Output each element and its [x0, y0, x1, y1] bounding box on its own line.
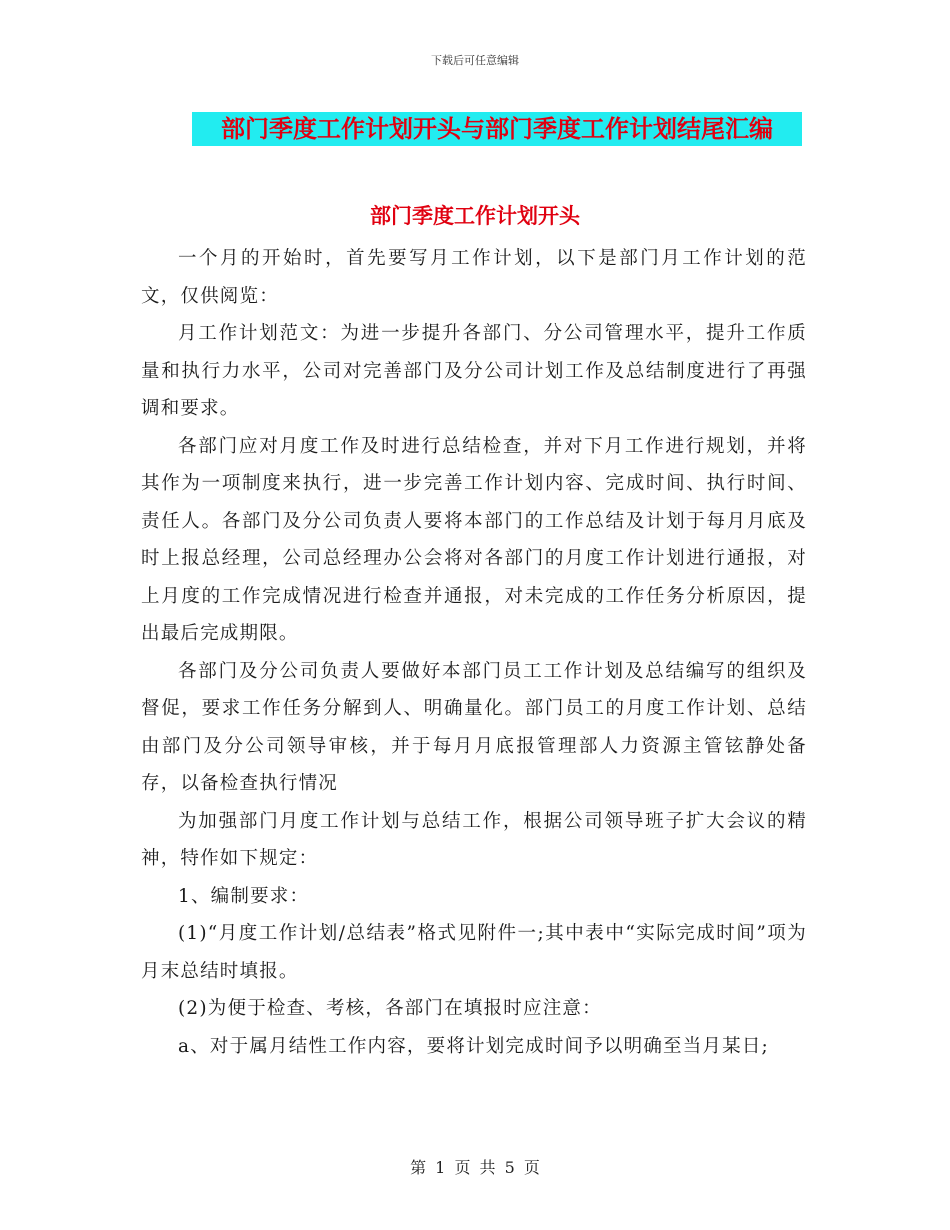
paragraph: 为加强部门月度工作计划与总结工作，根据公司领导班子扩大会议的精神，特作如下规定：: [141, 810, 807, 869]
paragraph: 1、编制要求：: [178, 885, 310, 907]
paragraph: a、对于属月结性工作内容，要将计划完成时间予以明确至当月某日;: [178, 1035, 769, 1057]
section-title: 部门季度工作计划开头: [370, 203, 580, 228]
document-title: 部门季度工作计划开头与部门季度工作计划结尾汇编: [192, 112, 802, 146]
page-number-footer: 第 1 页 共 5 页: [410, 1158, 540, 1177]
paragraph: 一个月的开始时，首先要写月工作计划，以下是部门月工作计划的范文，仅供阅览：: [141, 248, 807, 307]
paragraph: 月工作计划范文：为进一步提升各部门、分公司管理水平，提升工作质量和执行力水平，公司对完善部门及分公司计划工作及总结制度进行了再强调和要求。: [141, 323, 807, 419]
paragraph: 各部门应对月度工作及时进行总结检查，并对下月工作进行规划，并将其作为一项制度来执行，进一步完善工作计划内容、完成时间、执行时间、责任人。各部门及分公司负责人要将本部门的工作总结及计划于每月月底及时上报总经理，公司总经理办公会将对各部门的月度工作计划进行通报，对上月度的工作完成情况进行检查并通报，对未完成的工作任务分析原因，提出最后完成期限。: [141, 435, 807, 644]
document-body: [141, 240, 807, 1065]
paragraph: (2)为便于检查、考核，各部门在填报时应注意：: [178, 998, 602, 1019]
paragraph: 各部门及分公司负责人要做好本部门员工工作计划及总结编写的组织及督促，要求工作任务分解到人、明确量化。部门员工的月度工作计划、总结由部门及分公司领导审核，并于每月月底报管理部人力资源主管铉静处备存，以备检查执行情况: [141, 660, 807, 794]
paragraph: (1)“月度工作计划/总结表”格式见附件一;其中表中“实际完成时间”项为月末总结时填报。: [141, 923, 807, 982]
page-header: 下载后可任意编辑: [431, 54, 519, 67]
